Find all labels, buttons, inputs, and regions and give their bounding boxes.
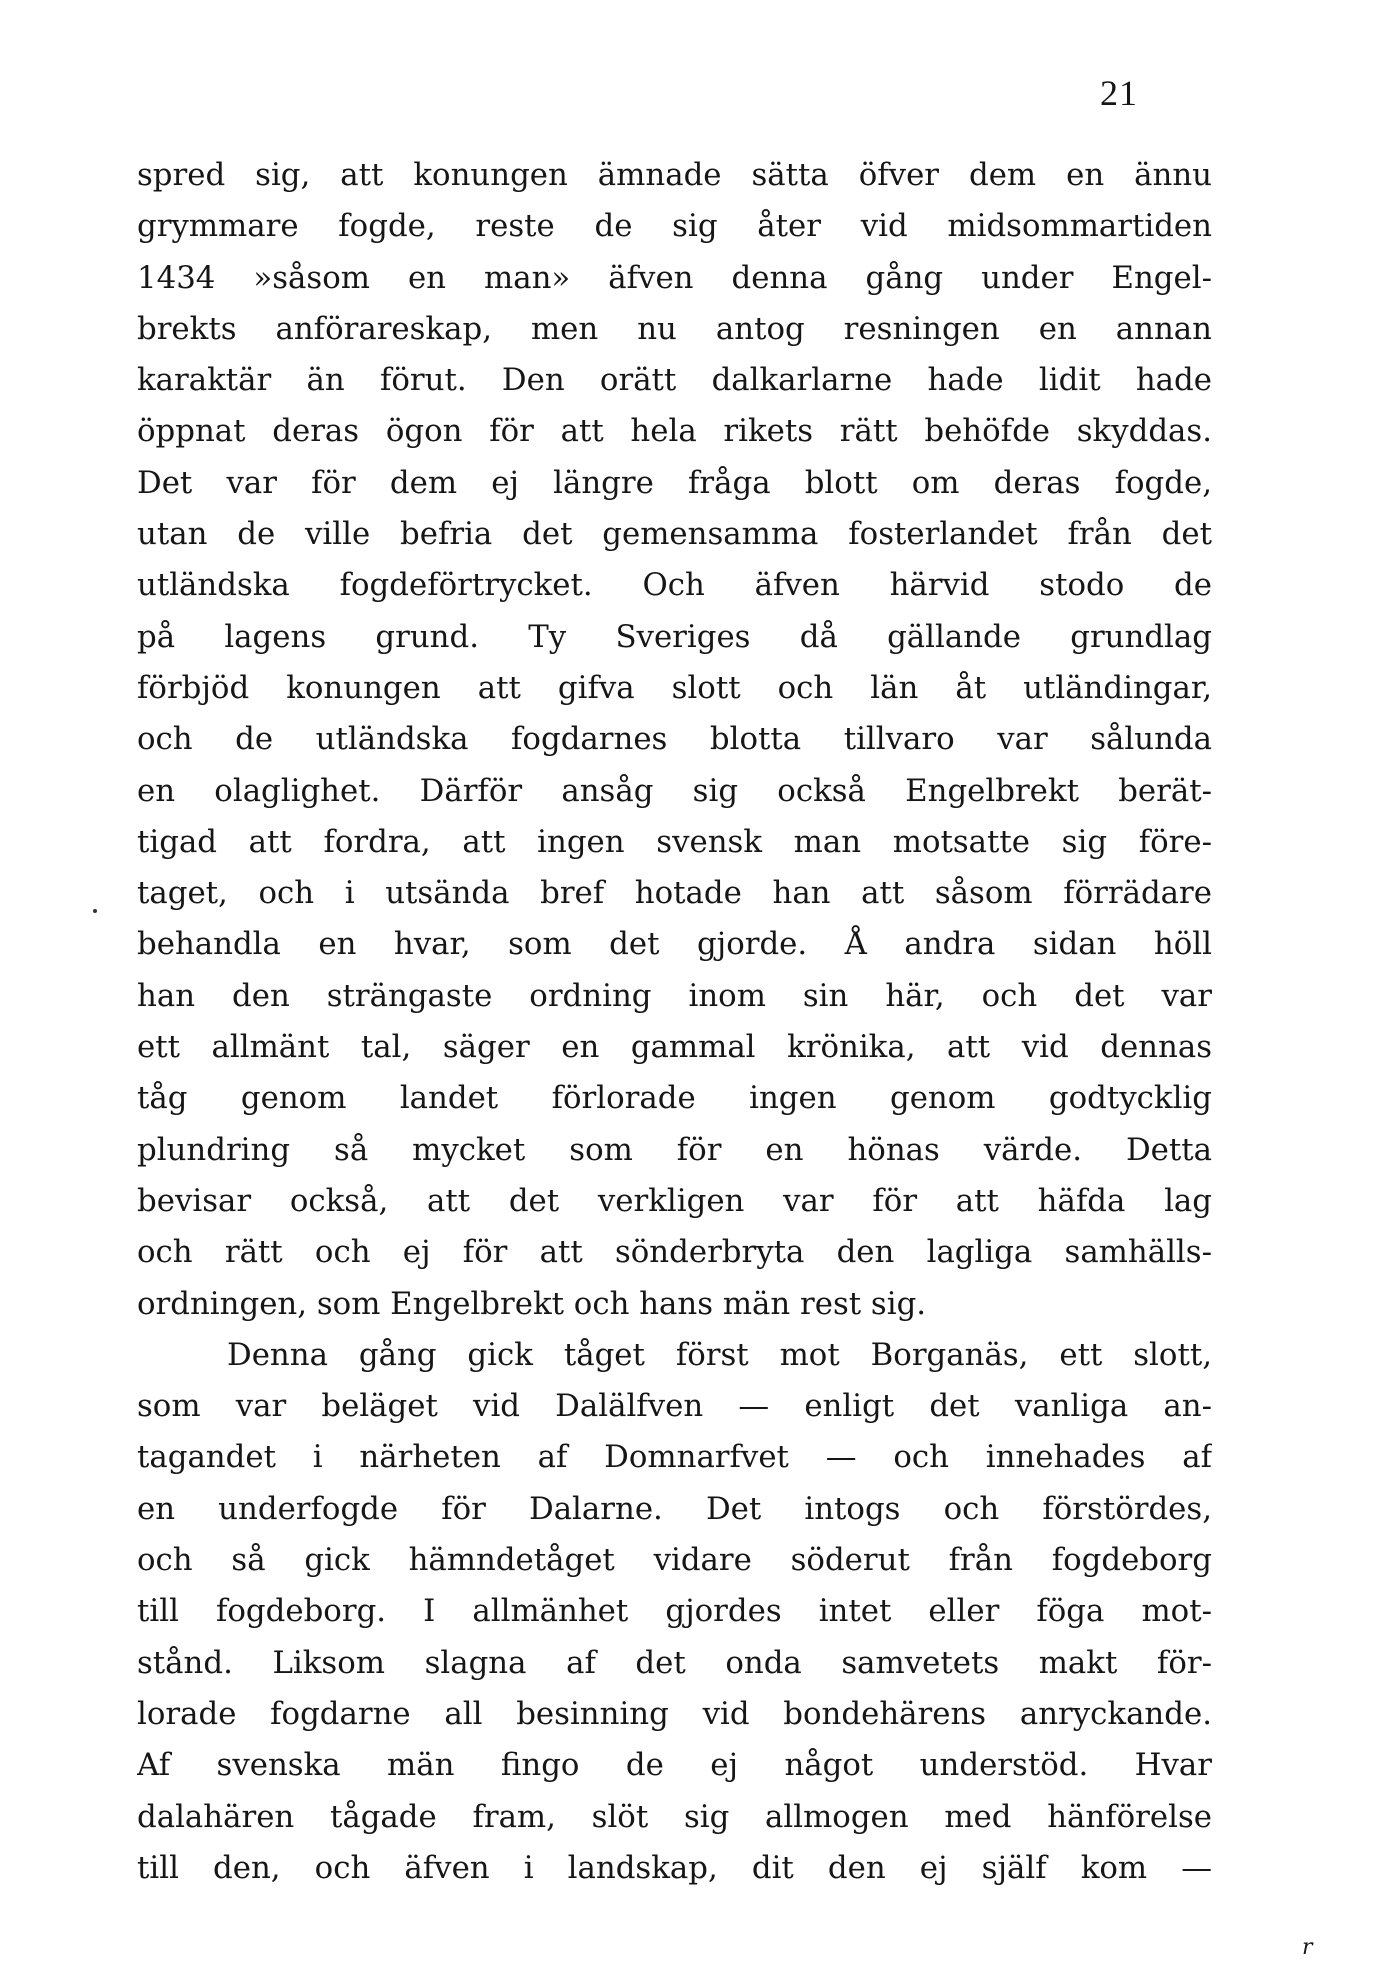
text-line: taget, och i utsända bref hotade han att såsom förrädare xyxy=(137,875,1212,912)
text-line: karaktär än förut. Den orätt dalkarlarne hade lidit hade xyxy=(137,362,1212,399)
text-line: utländska fogdeförtrycket. Och äfven härvid stodo de xyxy=(137,567,1212,604)
text-line: behandla en hvar, som det gjorde. Å andra sidan höll xyxy=(137,926,1212,963)
text-line: tåg genom landet förlorade ingen genom godtycklig xyxy=(137,1080,1212,1117)
text-line: brekts anförareskap, men nu antog resningen en annan xyxy=(137,310,1212,347)
text-line: Denna gång gick tåget först mot Borganäs, ett slott, xyxy=(227,1336,1212,1373)
text-line: dalahären tågade fram, slöt sig allmogen med hänförelse xyxy=(137,1798,1212,1835)
text-line: lorade fogdarne all besinning vid bondehärens anryckande. xyxy=(137,1695,1212,1732)
text-line: till fogdeborg. I allmänhet gjordes intet eller föga mot- xyxy=(137,1593,1212,1630)
text-line: utan de ville befria det gemensamma fosterlandet från det xyxy=(137,516,1212,553)
text-line: spred sig, att konungen ämnade sätta öfver dem en ännu xyxy=(137,157,1212,193)
body-text xyxy=(137,150,1212,1894)
print-speck xyxy=(93,909,97,913)
text-line: en olaglighet. Därför ansåg sig också Engelbrekt berät- xyxy=(137,772,1212,809)
text-line: Af svenska män fingo de ej något understöd. Hvar xyxy=(137,1747,1212,1784)
text-line: stånd. Liksom slagna af det onda samvetets makt för- xyxy=(137,1644,1212,1681)
text-line: 1434 »såsom en man» äfven denna gång under Engel- xyxy=(137,259,1212,296)
text-line: och de utländska fogdarnes blotta tillvaro var sålunda xyxy=(137,721,1212,758)
text-line: och rätt och ej för att sönderbryta den lagliga samhälls- xyxy=(137,1234,1212,1271)
text-line: plundring så mycket som för en hönas värde. Detta xyxy=(137,1131,1212,1168)
text-line: grymmare fogde, reste de sig åter vid midsommartiden xyxy=(137,208,1212,245)
page-number: 21 xyxy=(1100,73,1138,113)
text-line: öppnat deras ögon för att hela rikets rätt behöfde skyddas. xyxy=(137,413,1212,450)
corner-mark: r xyxy=(1302,1935,1313,1960)
text-line: bevisar också, att det verkligen var för att häfda lag xyxy=(137,1182,1212,1219)
text-line: som var beläget vid Dalälfven — enligt det vanliga an- xyxy=(137,1388,1212,1425)
text-line: ett allmänt tal, säger en gammal krönika, att vid dennas xyxy=(137,1029,1212,1066)
text-line: han den strängaste ordning inom sin här, och det var xyxy=(137,977,1212,1014)
text-line: ordningen, som Engelbrekt och hans män rest sig. xyxy=(137,1285,927,1322)
text-line: och så gick hämndetåget vidare söderut från fogdeborg xyxy=(137,1542,1212,1579)
text-line: en underfogde för Dalarne. Det intogs och förstördes, xyxy=(137,1490,1212,1527)
text-line: på lagens grund. Ty Sveriges då gällande grundlag xyxy=(137,618,1212,655)
text-line: tigad att fordra, att ingen svensk man motsatte sig före- xyxy=(137,823,1212,860)
text-line: tagandet i närheten af Domnarfvet — och innehades af xyxy=(137,1439,1212,1476)
text-line: förbjöd konungen att gifva slott och län åt utländingar, xyxy=(137,669,1212,706)
text-line: till den, och äfven i landskap, dit den ej själf kom — xyxy=(137,1849,1212,1886)
text-line: Det var för dem ej längre fråga blott om deras fogde, xyxy=(137,464,1212,501)
